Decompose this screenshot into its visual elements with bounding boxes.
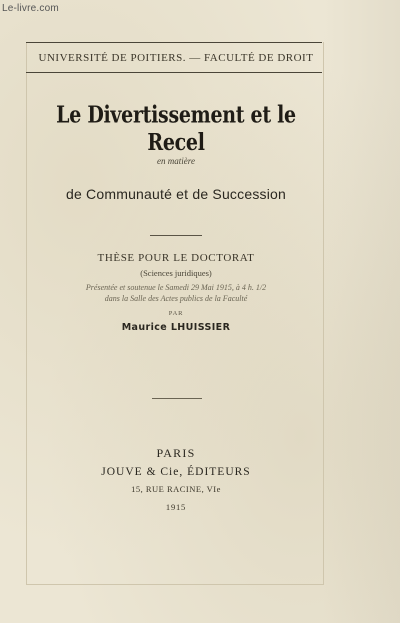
header-underline-rule: [26, 72, 322, 73]
thesis-field: (Sciences juridiques): [140, 268, 212, 278]
defense-line-2: dans la Salle des Actes publics de la Faculté: [104, 294, 248, 303]
imprint-publisher: JOUVE & Cie, ÉDITEURS: [101, 466, 251, 478]
section-divider: [150, 235, 202, 236]
ornament-rule: [152, 398, 202, 399]
thesis-label: THÈSE POUR LE DOCTORAT: [97, 252, 255, 264]
imprint-year: 1915: [165, 502, 187, 512]
page-shading: [322, 0, 400, 623]
defense-details: [26, 282, 326, 304]
top-rule: [26, 42, 322, 43]
watermark-text: Le-livre.com: [2, 3, 59, 14]
author-name: Maurice LHUISSIER: [121, 322, 231, 333]
imprint-address: 15, RUE RACINE, VIe: [131, 484, 221, 494]
imprint-city: PARIS: [156, 446, 196, 460]
main-title: Le Divertissement et le Recel: [56, 101, 296, 156]
by-label: PAR: [168, 310, 184, 317]
subtitle: de Communauté et de Succession: [65, 186, 286, 202]
title-connector: en matière: [157, 156, 195, 166]
institution-header: UNIVERSITÉ DE POITIERS. — FACULTÉ DE DROIT: [38, 52, 314, 64]
defense-line-1: Présentée et soutenue le Samedi 29 Mai 1915, à 4 h. 1/2: [85, 283, 267, 292]
